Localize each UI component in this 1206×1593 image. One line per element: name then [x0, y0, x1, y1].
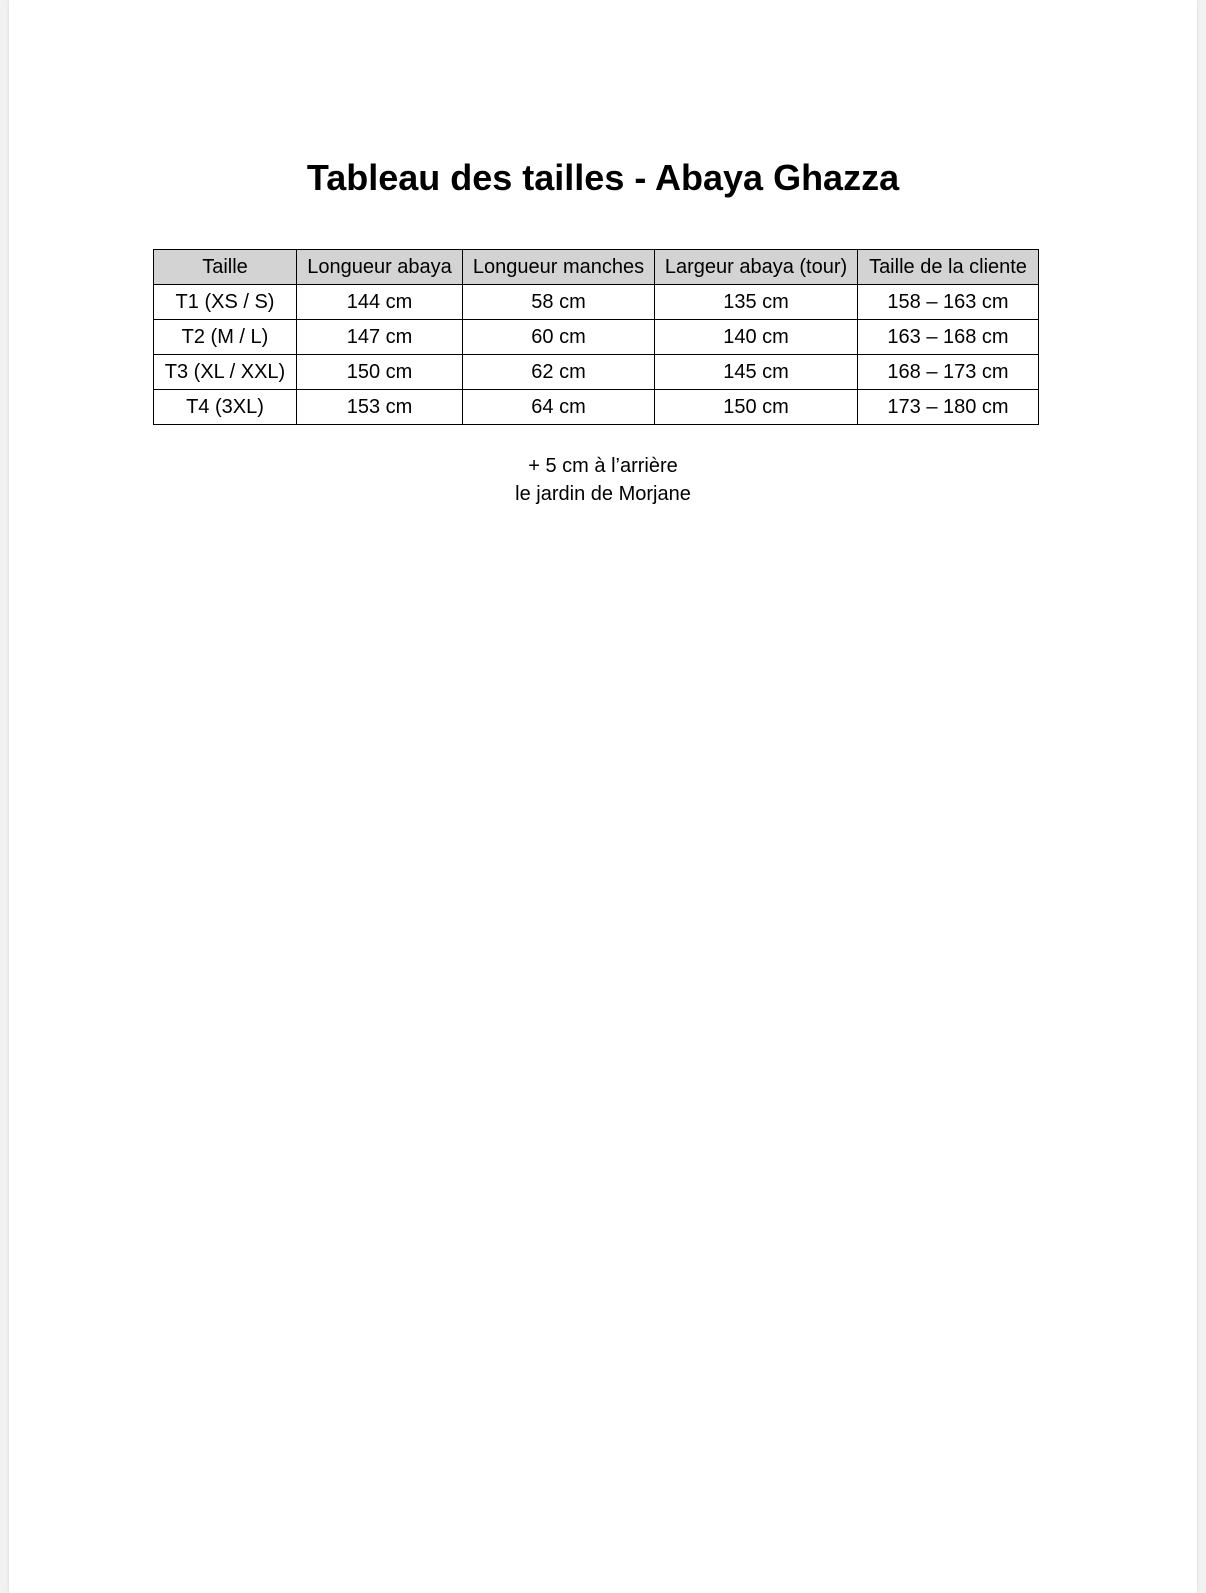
header-cell-longueur-manches: Longueur manches: [463, 250, 655, 285]
table-cell: 150 cm: [655, 390, 858, 425]
table-cell: 173 – 180 cm: [858, 390, 1039, 425]
back-length-note: + 5 cm à l’arrière: [528, 455, 678, 477]
table-cell: 147 cm: [297, 320, 463, 355]
table-cell: 135 cm: [655, 285, 858, 320]
table-cell: 60 cm: [463, 320, 655, 355]
table-cell: T2 (M / L): [154, 320, 297, 355]
table-cell: 153 cm: [297, 390, 463, 425]
table-cell: 158 – 163 cm: [858, 285, 1039, 320]
size-chart-table: [153, 249, 1039, 425]
table-cell: 163 – 168 cm: [858, 320, 1039, 355]
header-cell-taille-cliente: Taille de la cliente: [858, 250, 1039, 285]
table-cell: 145 cm: [655, 355, 858, 390]
table-cell: 58 cm: [463, 285, 655, 320]
header-cell-longueur-abaya: Longueur abaya: [297, 250, 463, 285]
table-row: [154, 390, 1039, 425]
table-cell: 62 cm: [463, 355, 655, 390]
table-cell: 144 cm: [297, 285, 463, 320]
header-cell-taille: Taille: [154, 250, 297, 285]
table-cell: T3 (XL / XXL): [154, 355, 297, 390]
table-row: [154, 320, 1039, 355]
table-cell: T4 (3XL): [154, 390, 297, 425]
table-cell: 150 cm: [297, 355, 463, 390]
table-cell: 168 – 173 cm: [858, 355, 1039, 390]
table-cell: T1 (XS / S): [154, 285, 297, 320]
document-page: [9, 0, 1197, 1593]
brand-name: le jardin de Morjane: [515, 483, 691, 505]
table-header-row: [154, 250, 1039, 285]
table-row: [154, 285, 1039, 320]
table-row: [154, 355, 1039, 390]
table-cell: 64 cm: [463, 390, 655, 425]
header-cell-largeur-abaya: Largeur abaya (tour): [655, 250, 858, 285]
table-cell: 140 cm: [655, 320, 858, 355]
page-title: Tableau des tailles - Abaya Ghazza: [306, 157, 900, 198]
